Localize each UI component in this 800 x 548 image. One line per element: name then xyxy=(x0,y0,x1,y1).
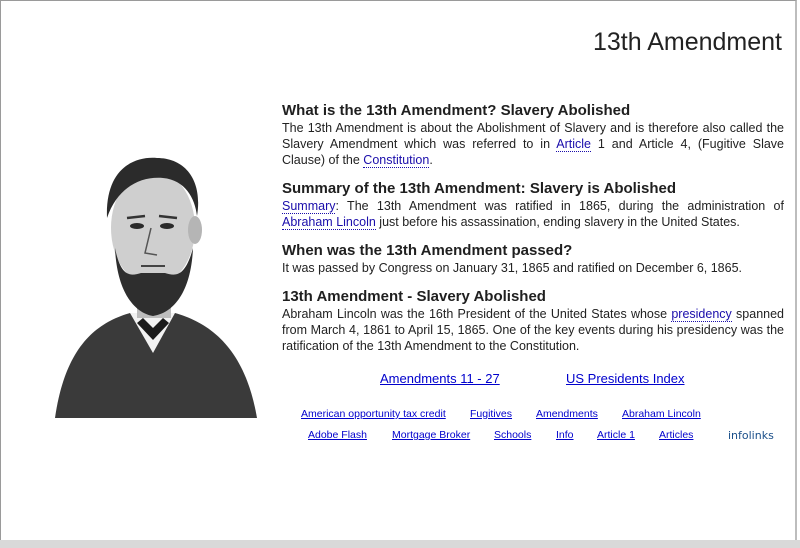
section-heading: When was the 13th Amendment passed? xyxy=(282,242,573,259)
ear-shape xyxy=(188,216,202,244)
section-heading: What is the 13th Amendment? Slavery Abolished xyxy=(282,102,631,119)
article-link[interactable]: Article xyxy=(556,137,591,151)
ad-link[interactable]: American opportunity tax credit xyxy=(301,408,446,420)
body-text: just before his assassination, ending slavery in the United States. xyxy=(375,215,740,229)
presidency-link[interactable]: presidency xyxy=(671,307,732,321)
ad-link[interactable]: Amendments xyxy=(536,408,598,420)
right-eye xyxy=(160,223,174,229)
article-content xyxy=(282,102,784,366)
body-text: It was passed by Congress on January 31, 1865 and ratified on December 6, 1865. xyxy=(282,261,743,275)
section-body xyxy=(282,198,784,230)
amendments-11-27-link[interactable]: Amendments 11 - 27 xyxy=(380,371,500,386)
ad-link[interactable]: Articles xyxy=(659,429,694,441)
ad-link[interactable]: Abraham Lincoln xyxy=(622,408,701,420)
section-body xyxy=(282,306,784,354)
ad-link[interactable]: Adobe Flash xyxy=(308,429,367,441)
us-presidents-index-link[interactable]: US Presidents Index xyxy=(566,371,685,386)
body-text: spanned from March 4, 1861 to April 15, 1865. One of the key events during his presidency was the ratification of the 13th Amendment to the Constitution. xyxy=(282,307,785,353)
infolinks-logo[interactable]: infolinks xyxy=(728,429,774,442)
section-summary xyxy=(282,180,784,230)
body-text: Abraham Lincoln was the 16th President of the United States whose xyxy=(282,307,672,321)
section-body xyxy=(282,260,784,276)
ad-link[interactable]: Fugitives xyxy=(470,408,513,420)
left-eye xyxy=(130,223,144,229)
ad-link[interactable]: Mortgage Broker xyxy=(392,429,471,441)
section-slavery-abolished xyxy=(282,288,784,354)
ad-link[interactable]: Schools xyxy=(494,429,532,441)
body-text: . xyxy=(429,153,433,167)
section-heading: Summary of the 13th Amendment: Slavery is Abolished xyxy=(282,180,676,197)
section-when-passed xyxy=(282,242,784,276)
section-what-is xyxy=(282,102,784,168)
ad-link[interactable]: Article 1 xyxy=(597,429,635,441)
constitution-link[interactable]: Constitution xyxy=(363,153,430,167)
ad-link[interactable]: Info xyxy=(556,429,574,441)
body-text: 1 and Article 4, (Fugitive Slave Clause) of the xyxy=(282,137,784,167)
summary-link[interactable]: Summary xyxy=(282,199,336,213)
section-heading: 13th Amendment - Slavery Abolished xyxy=(282,288,546,305)
page-title: 13th Amendment xyxy=(592,28,782,56)
body-text: The 13th Amendment is about the Abolishment of Slavery and is therefore also called the Slavery Amendment which was referred to in xyxy=(282,121,784,151)
horizontal-scrollbar[interactable] xyxy=(0,540,800,548)
section-body xyxy=(282,120,784,168)
body-text: : The 13th Amendment was ratified in 1865, during the administration of xyxy=(335,199,784,213)
lincoln-portrait xyxy=(45,118,260,418)
abraham-lincoln-link[interactable]: Abraham Lincoln xyxy=(282,215,376,229)
